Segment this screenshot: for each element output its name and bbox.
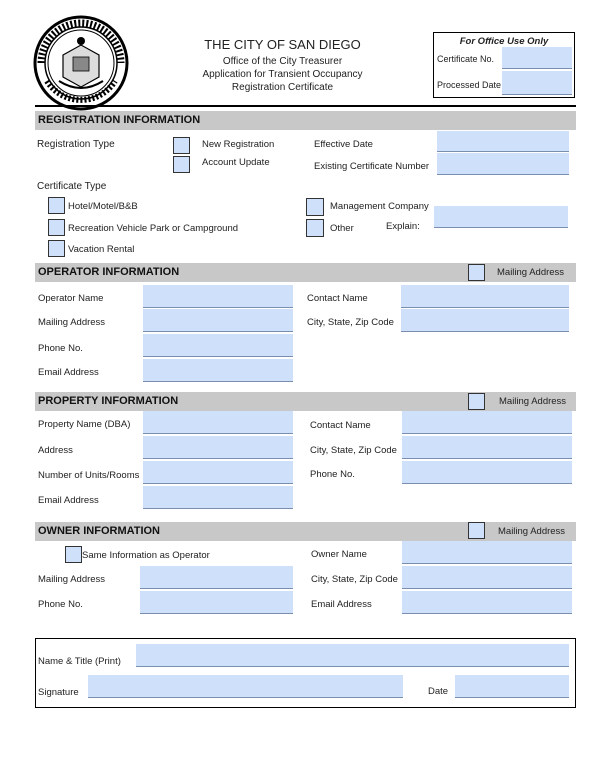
name-title-field[interactable] bbox=[136, 644, 569, 667]
property-phone-field[interactable] bbox=[402, 461, 572, 484]
owner-city-state-zip-label: City, State, Zip Code bbox=[311, 574, 398, 585]
processed-date-field[interactable] bbox=[502, 71, 572, 95]
owner-mailing-address-field[interactable] bbox=[140, 566, 293, 589]
new-registration-checkbox[interactable] bbox=[173, 137, 190, 154]
owner-section-title: OWNER INFORMATION bbox=[38, 525, 161, 537]
same-as-operator-label: Same Information as Operator bbox=[82, 550, 210, 561]
property-section-bar bbox=[35, 392, 576, 411]
operator-email-label: Email Address bbox=[38, 367, 99, 378]
operator-mailing-address-field[interactable] bbox=[143, 309, 293, 332]
certificate-no-field[interactable] bbox=[502, 47, 572, 69]
owner-mailing-address-label: Mailing Address bbox=[38, 574, 106, 585]
header-divider bbox=[35, 105, 576, 107]
owner-email-field[interactable] bbox=[402, 591, 572, 614]
operator-contact-name-field[interactable] bbox=[401, 285, 569, 308]
new-registration-label: New Registration bbox=[202, 139, 275, 150]
operator-name-label: Operator Name bbox=[38, 293, 104, 304]
operator-email-field[interactable] bbox=[143, 359, 293, 382]
operator-section-bar bbox=[35, 263, 576, 282]
operator-section-title: OPERATOR INFORMATION bbox=[38, 266, 180, 278]
city-title: THE CITY OF SAN DIEGO bbox=[204, 37, 361, 52]
certificate-type-label: Certificate Type bbox=[37, 181, 107, 192]
application-title-line1: Application for Transient Occupancy bbox=[202, 69, 363, 80]
rv-park-checkbox[interactable] bbox=[48, 219, 65, 236]
city-seal-logo bbox=[33, 15, 129, 111]
management-company-checkbox[interactable] bbox=[306, 198, 324, 216]
operator-mailing-address-checkbox[interactable] bbox=[468, 264, 485, 281]
property-mailing-address-chk-label: Mailing Address bbox=[499, 396, 567, 407]
name-title-label: Name & Title (Print) bbox=[38, 656, 121, 667]
hotel-label: Hotel/Motel/B&B bbox=[68, 201, 138, 212]
property-address-label: Address bbox=[38, 445, 73, 456]
effective-date-field[interactable] bbox=[437, 131, 569, 152]
certificate-no-label: Certificate No. bbox=[437, 54, 495, 64]
property-units-label: Number of Units/Rooms bbox=[38, 470, 140, 481]
owner-city-state-zip-field[interactable] bbox=[402, 566, 572, 589]
hotel-checkbox[interactable] bbox=[48, 197, 65, 214]
other-label: Other bbox=[330, 223, 354, 234]
operator-city-state-zip-label: City, State, Zip Code bbox=[307, 317, 394, 328]
property-name-field[interactable] bbox=[143, 411, 293, 434]
date-field[interactable] bbox=[455, 675, 569, 698]
operator-mailing-address-label: Mailing Address bbox=[38, 317, 106, 328]
explain-label: Explain: bbox=[386, 221, 420, 232]
owner-email-label: Email Address bbox=[311, 599, 372, 610]
property-email-label: Email Address bbox=[38, 495, 99, 506]
owner-section-bar bbox=[35, 522, 576, 541]
signature-label: Signature bbox=[38, 687, 79, 698]
operator-mailing-address-chk-label: Mailing Address bbox=[497, 267, 565, 278]
registration-section-title: REGISTRATION INFORMATION bbox=[38, 114, 201, 126]
operator-name-field[interactable] bbox=[143, 285, 293, 308]
existing-certificate-field[interactable] bbox=[437, 153, 569, 175]
property-name-label: Property Name (DBA) bbox=[38, 419, 131, 430]
property-units-field[interactable] bbox=[143, 461, 293, 484]
vacation-rental-label: Vacation Rental bbox=[68, 244, 135, 255]
operator-contact-name-label: Contact Name bbox=[307, 293, 368, 304]
owner-phone-field[interactable] bbox=[140, 591, 293, 614]
management-company-label: Management Company bbox=[330, 201, 429, 212]
property-email-field[interactable] bbox=[143, 486, 293, 509]
office-use-title: For Office Use Only bbox=[459, 36, 549, 47]
operator-city-state-zip-field[interactable] bbox=[401, 309, 569, 332]
signature-field[interactable] bbox=[88, 675, 403, 698]
registration-type-label: Registration Type bbox=[37, 139, 115, 150]
operator-phone-field[interactable] bbox=[143, 334, 293, 357]
owner-name-label: Owner Name bbox=[311, 549, 367, 560]
date-label: Date bbox=[428, 686, 449, 697]
processed-date-label: Processed Date bbox=[437, 80, 502, 90]
account-update-label: Account Update bbox=[202, 157, 270, 168]
property-mailing-address-checkbox[interactable] bbox=[468, 393, 485, 410]
account-update-checkbox[interactable] bbox=[173, 156, 190, 173]
property-address-field[interactable] bbox=[143, 436, 293, 459]
office-title: Office of the City Treasurer bbox=[222, 56, 343, 67]
property-contact-name-label: Contact Name bbox=[310, 420, 371, 431]
other-checkbox[interactable] bbox=[306, 219, 324, 237]
same-as-operator-checkbox[interactable] bbox=[65, 546, 82, 563]
owner-phone-label: Phone No. bbox=[38, 599, 83, 610]
property-city-state-zip-field[interactable] bbox=[402, 436, 572, 459]
registration-section-bar bbox=[35, 111, 576, 130]
operator-phone-label: Phone No. bbox=[38, 343, 83, 354]
owner-mailing-address-checkbox[interactable] bbox=[468, 522, 485, 539]
explain-field[interactable] bbox=[434, 206, 568, 228]
property-phone-label: Phone No. bbox=[310, 469, 355, 480]
property-city-state-zip-label: City, State, Zip Code bbox=[310, 445, 397, 456]
property-contact-name-field[interactable] bbox=[402, 411, 572, 434]
vacation-rental-checkbox[interactable] bbox=[48, 240, 65, 257]
rv-park-label: Recreation Vehicle Park or Campground bbox=[68, 223, 239, 234]
office-use-box bbox=[433, 32, 575, 98]
property-section-title: PROPERTY INFORMATION bbox=[38, 395, 179, 407]
owner-name-field[interactable] bbox=[402, 541, 572, 564]
owner-mailing-address-chk-label: Mailing Address bbox=[498, 526, 566, 537]
effective-date-label: Effective Date bbox=[314, 139, 373, 150]
existing-certificate-label: Existing Certificate Number bbox=[314, 161, 430, 172]
application-title-line2: Registration Certificate bbox=[231, 82, 334, 93]
